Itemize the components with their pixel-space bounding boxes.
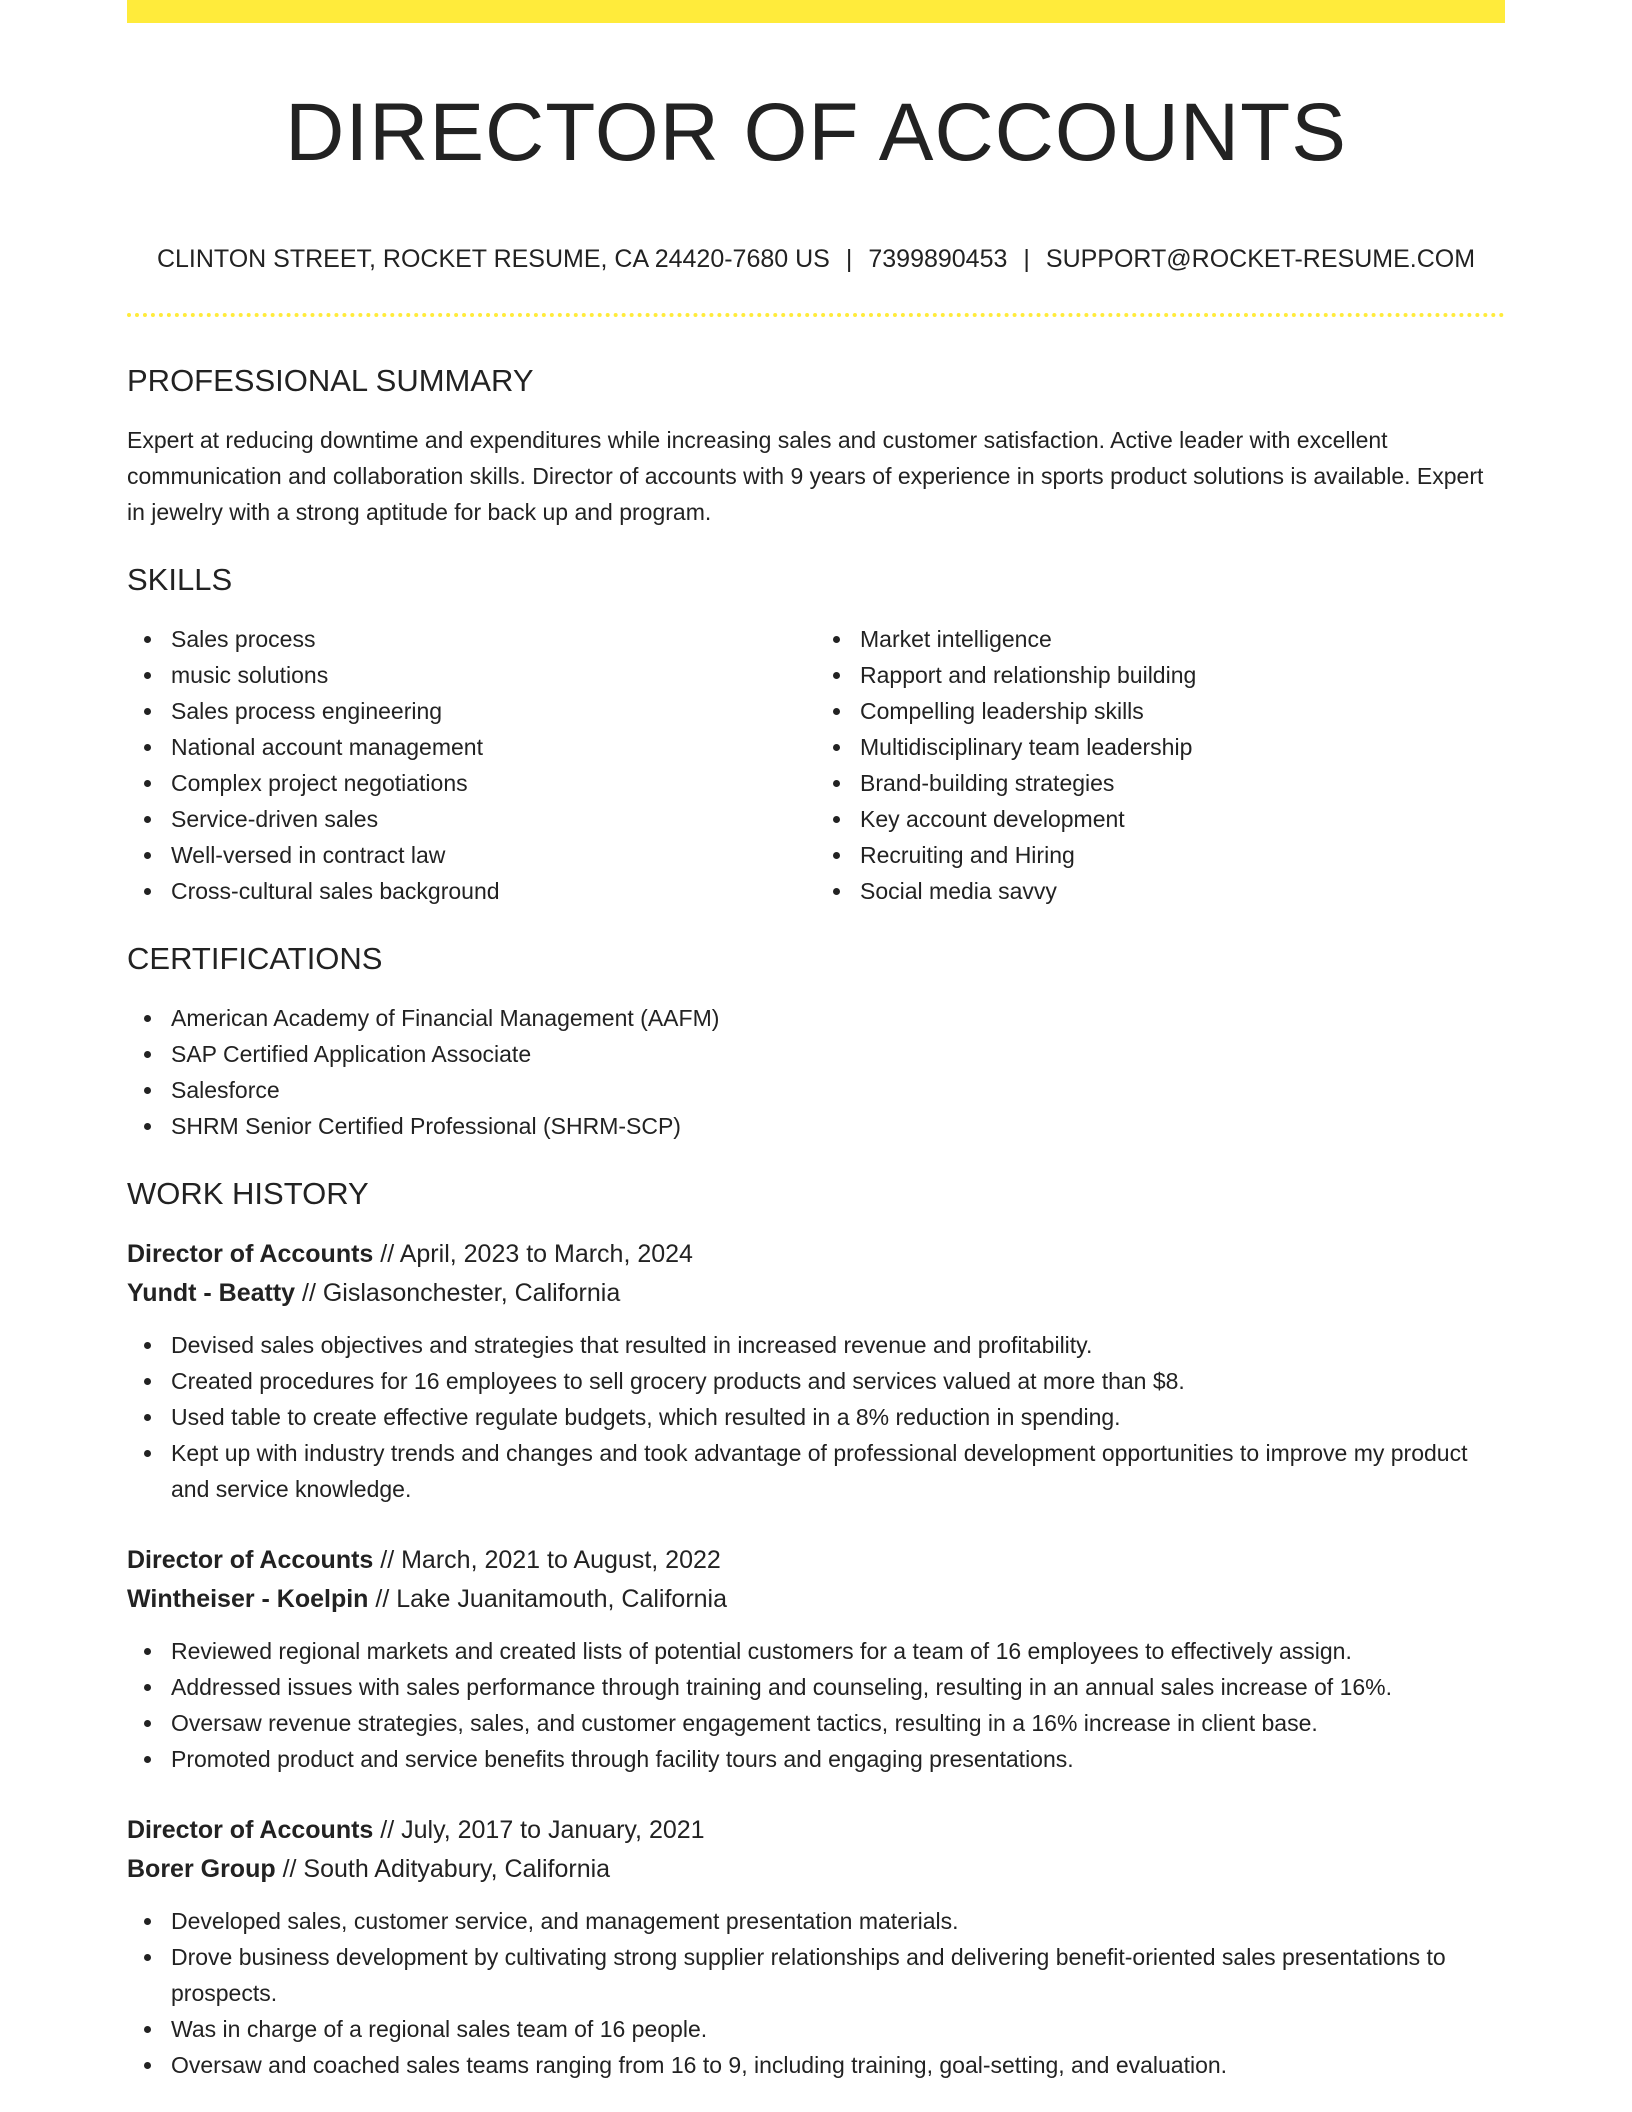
summary-heading: PROFESSIONAL SUMMARY (127, 363, 534, 398)
skill-item: Recruiting and Hiring (816, 837, 1505, 873)
job-entry (127, 1235, 1505, 1507)
contact-separator: | (1023, 245, 1030, 273)
job-entry (127, 1811, 1505, 2083)
skill-item: Market intelligence (816, 621, 1505, 657)
skills-grid (127, 621, 1505, 909)
skill-item: music solutions (127, 657, 816, 693)
skills-list-left (127, 621, 816, 909)
job-dates: // March, 2021 to August, 2022 (373, 1546, 721, 1574)
job-duty: Devised sales objectives and strategies that resulted in increased revenue and profitability. (127, 1327, 1505, 1363)
job-duties-list (127, 1327, 1505, 1507)
job-company: Borer Group (127, 1855, 276, 1883)
certification-item: SHRM Senior Certified Professional (SHRM-SCP) (127, 1108, 1505, 1144)
job-dates: // April, 2023 to March, 2024 (373, 1240, 693, 1268)
skill-item: Brand-building strategies (816, 765, 1505, 801)
job-role: Director of Accounts (127, 1240, 374, 1268)
dotted-divider (127, 313, 1505, 317)
skill-item: National account management (127, 729, 816, 765)
skill-item: Complex project negotiations (127, 765, 816, 801)
certification-item: SAP Certified Application Associate (127, 1036, 1505, 1072)
job-company: Wintheiser - Koelpin (127, 1585, 369, 1613)
job-role-line (127, 1811, 1505, 1850)
contact-separator: | (845, 245, 853, 273)
certification-item: Salesforce (127, 1072, 1505, 1108)
job-duty: Oversaw revenue strategies, sales, and customer engagement tactics, resulting in a 16% increase in client base. (127, 1705, 1505, 1741)
skill-item: Multidisciplinary team leadership (816, 729, 1505, 765)
skills-column-left (127, 621, 816, 909)
job-duty: Used table to create effective regulate budgets, which resulted in a 8% reduction in spending. (127, 1399, 1505, 1435)
job-company: Yundt - Beatty (127, 1279, 296, 1307)
resume-title: DIRECTOR OF ACCOUNTS (285, 87, 1347, 178)
skill-item: Social media savvy (816, 873, 1505, 909)
skill-item: Compelling leadership skills (816, 693, 1505, 729)
contact-email: SUPPORT@ROCKET-RESUME.COM (1045, 245, 1476, 273)
skill-item: Key account development (816, 801, 1505, 837)
job-company-line (127, 1274, 1505, 1313)
job-duties-list (127, 1633, 1505, 1777)
job-duty: Was in charge of a regional sales team of 16 people. (127, 2011, 1505, 2047)
skill-item: Rapport and relationship building (816, 657, 1505, 693)
job-role-line (127, 1235, 1505, 1274)
skills-heading: SKILLS (127, 562, 233, 597)
job-duty: Promoted product and service benefits through facility tours and engaging presentations. (127, 1741, 1505, 1777)
job-location: // South Adityabury, California (275, 1855, 611, 1883)
job-duty: Addressed issues with sales performance through training and counseling, resulting in an annual sales increase of 16%. (127, 1669, 1505, 1705)
job-duty: Kept up with industry trends and changes and took advantage of professional development opportunities to improve my product and service knowledge. (127, 1435, 1505, 1507)
skills-column-right (816, 621, 1505, 909)
job-role: Director of Accounts (127, 1546, 374, 1574)
job-dates: // July, 2017 to January, 2021 (373, 1816, 705, 1844)
skills-list-right (816, 621, 1505, 909)
job-duty: Reviewed regional markets and created lists of potential customers for a team of 16 employees to effectively assign. (127, 1633, 1505, 1669)
job-duties-list (127, 1903, 1505, 2083)
certification-item: American Academy of Financial Management (AAFM) (127, 1000, 1505, 1036)
job-company-line (127, 1580, 1505, 1619)
skill-item: Service-driven sales (127, 801, 816, 837)
job-location: // Gislasonchester, California (295, 1279, 621, 1307)
job-company-line (127, 1850, 1505, 1889)
work-history-heading: WORK HISTORY (127, 1176, 369, 1211)
certifications-heading: CERTIFICATIONS (127, 941, 383, 976)
skill-item: Cross-cultural sales background (127, 873, 816, 909)
job-duty: Developed sales, customer service, and management presentation materials. (127, 1903, 1505, 1939)
job-duty: Drove business development by cultivating strong supplier relationships and delivering benefit-oriented sales presentations to prospects. (127, 1939, 1505, 2011)
skill-item: Sales process engineering (127, 693, 816, 729)
contact-address: CLINTON STREET, ROCKET RESUME, CA 24420-7680 US (156, 245, 830, 273)
job-role: Director of Accounts (127, 1816, 374, 1844)
contact-line (127, 243, 1505, 275)
job-role-line (127, 1541, 1505, 1580)
skill-item: Sales process (127, 621, 816, 657)
accent-bar (127, 0, 1505, 23)
job-location: // Lake Juanitamouth, California (368, 1585, 728, 1613)
contact-phone: 7399890453 (868, 245, 1008, 273)
job-duty: Created procedures for 16 employees to sell grocery products and services valued at more than $8. (127, 1363, 1505, 1399)
summary-text: Expert at reducing downtime and expenditures while increasing sales and customer satisfaction. Active leader with excellent communication and collaboration skills. Director of accounts with 9 years of experience in sports product solutions is available. Expert in jewelry with a strong aptitude for back up and program. (127, 427, 1484, 525)
job-duty: Oversaw and coached sales teams ranging from 16 to 9, including training, goal-setting, and evaluation. (127, 2047, 1505, 2083)
skill-item: Well-versed in contract law (127, 837, 816, 873)
certifications-list (127, 1000, 1505, 1144)
job-entry (127, 1541, 1505, 1777)
